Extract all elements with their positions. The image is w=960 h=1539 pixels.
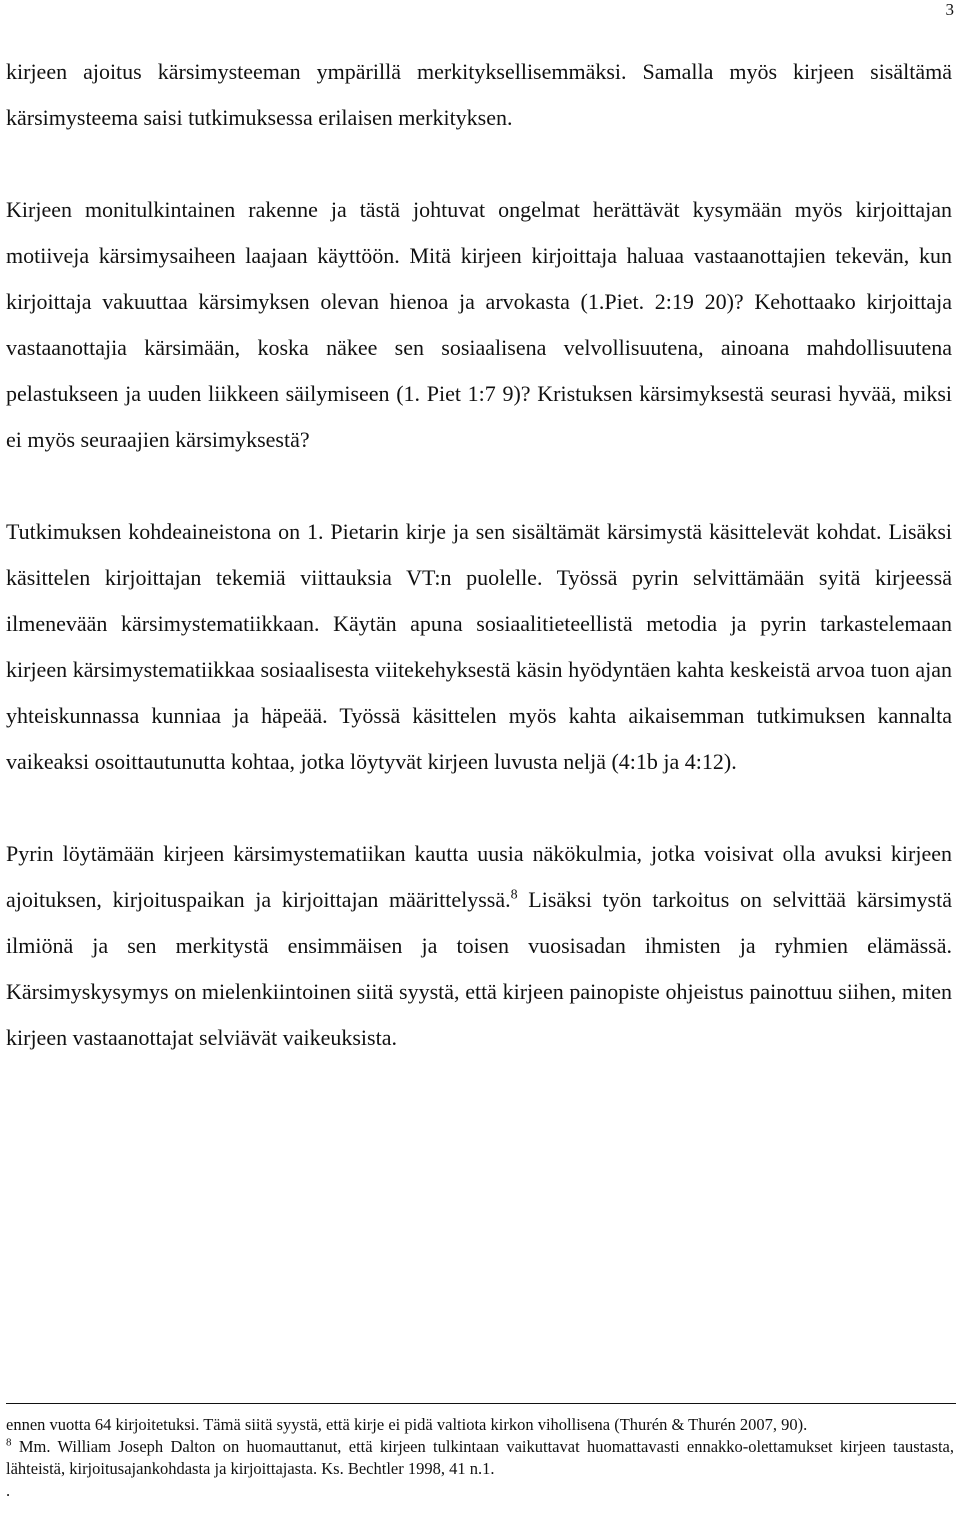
paragraph-research-material: Tutkimuksen kohdeaineistona on 1. Pietarin kirje ja sen sisältämät kärsimystä käsittelevät kohdat. Lisäksi käsittelen kirjoittajan tekemiä viittauksia VT:n puolelle. Työssä pyrin selvittämään syitä kirjeessä ilmenevään kärsimystematiikkaan. Käytän apuna sosiaalitieteellistä metodia ja pyrin tarkastelemaan kirjeen kärsimystematiikkaa sosiaalisesta viitekehyksestä käsin hyödyntäen kahta keskeistä arvoa tuon ajan yhteiskunnassa kunniaa ja häpeää. Työssä käsittelen myös kahta aikaisemman tutkimuksen kannalta vaikeaksi osoittautunutta kohtaa, jotka löytyvät kirjeen luvusta neljä (4:1b ja 4:12). [6,519,952,774]
footnote-8-number: 8 [6,1436,12,1449]
body-text [6,49,952,1061]
footnote-8-text: Mm. William Joseph Dalton on huomauttanut, että kirjeen tulkintaan vaikuttavat huomattavasti ennakko-olettamukset kirjeen taustasta, lähteistä, kirjoitusajankohdasta ja kirjoittajasta. Ks. Bechtler 1998, 41 n.1. [6,1437,954,1478]
footnote-continued: ennen vuotta 64 kirjoitetuksi. Tämä siitä syystä, että kirje ei pidä valtiota kirkon vihollisena (Thurén & Thurén 2007, 90). [6,1415,808,1434]
paragraph-intro-continuation: kirjeen ajoitus kärsimysteeman ympärillä merkityksellisemmäksi. Samalla myös kirjeen sisältämä kärsimysteema saisi tutkimuksessa erilaisen merkityksen. [6,59,952,130]
aims-text-after-ref: Lisäksi työn tarkoitus on selvittää kärsimystä ilmiönä ja sen merkitystä ensimmäisen ja toisen vuosisadan ihmisten ja ryhmien elämässä. Kärsimyskysymys on mielenkiintoinen siitä syystä, että kirjeen painopiste ohjeistus painottuu siihen, miten kirjeen vastaanottajat selviävät vaikeuksista. [6,887,952,1050]
footnotes [6,1414,954,1502]
page-number: 3 [945,0,954,19]
footnote-reference-8[interactable]: 8 [510,887,518,903]
paragraph-research-aims [6,831,952,1061]
paragraph-research-questions: Kirjeen monitulkintainen rakenne ja tästä johtuvat ongelmat herättävät kysymään myös kirjoittajan motiiveja kärsimysaiheen laajaan käyttöön. Mitä kirjeen kirjoittaja haluaa vastaanottajien tekevän, kun kirjoittaja vakuuttaa kärsimyksen olevan hienoa ja arvokasta (1.Piet. 2:19 20)? Kehottaako kirjoittaja vastaanottajia kärsimään, koska näkee sen sosiaalisena velvollisuutena, ainoana mahdollisuutena pelastukseen ja uuden liikkeen säilymiseen (1. Piet 1:7 9)? Kristuksen kärsimyksestä seurasi hyvää, miksi ei myös seuraajien kärsimyksestä? [6,197,952,452]
footnote-trailing-mark: . [6,1481,11,1500]
footnote-separator [6,1403,956,1404]
aims-text-before-ref: Pyrin löytämään kirjeen kärsimystematiikan kautta uusia näkökulmia, jotka voisivat olla avuksi kirjeen ajoituksen, kirjoituspaikan ja kirjoittajan määrittelyssä. [6,841,952,912]
footnote-8 [6,1436,954,1480]
